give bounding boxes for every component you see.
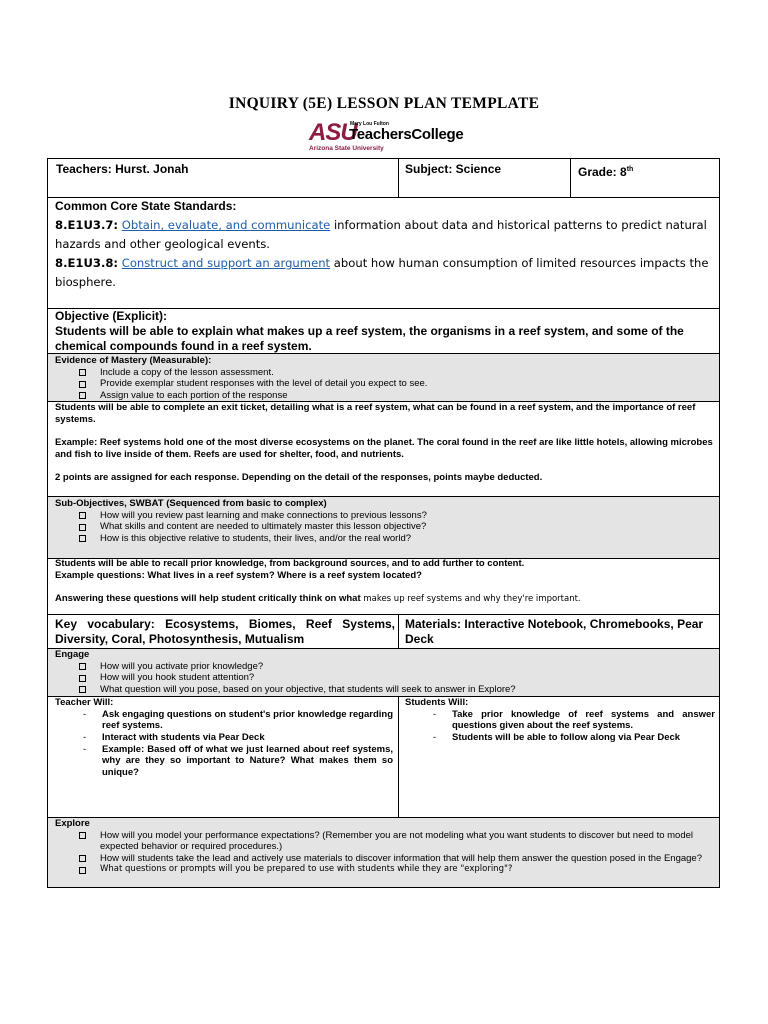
subobjective-prompt-item: How will you review past learning and make connections to previous lessons?	[55, 510, 719, 522]
standard-2-code: 8.E1U3.8:	[55, 256, 119, 270]
objective-text: Students will be able to explain what makes up a reef system, the organisms in a reef system, and some of the chemical compounds found in a reef system.	[55, 324, 684, 353]
subobjectives-paragraph-3	[55, 593, 715, 606]
standard-1-code: 8.E1U3.7:	[55, 218, 119, 232]
subobjectives-heading: Sub-Objectives, SWBAT (Sequenced from basic to complex)	[55, 498, 327, 509]
materials-cell: Materials: Interactive Notebook, Chromebooks, Pear Deck	[405, 617, 704, 646]
teacher-will-item: - Interact with students via Pear Deck	[55, 732, 393, 744]
subobjectives-answer	[55, 558, 715, 606]
teachers-cell: Teachers: Hurst. Jonah	[56, 162, 189, 176]
subobjective-prompt-item: How is this objective relative to students, their lives, and/or the real world?	[55, 533, 719, 545]
students-will-item: - Students will be able to follow along via Pear Deck	[405, 732, 715, 744]
lesson-plan-table	[47, 158, 720, 888]
evidence-heading: Evidence of Mastery (Measurable):	[55, 355, 212, 366]
document-title: INQUIRY (5E) LESSON PLAN TEMPLATE	[228, 95, 540, 112]
logo-university: Arizona State University	[309, 145, 384, 152]
students-will-heading: Students Will:	[405, 697, 469, 708]
teacher-will-item: - Example: Based off of what we just learned about reef systems, why are they so important to Nature? What makes them so unique?	[55, 744, 393, 779]
explore-prompts	[48, 818, 719, 887]
vocabulary-cell: Key vocabulary: Ecosystems, Biomes, Reef Systems, Diversity, Coral, Photosynthesis, Mutualism	[55, 617, 395, 646]
teacher-will-item: - Ask engaging questions on student's prior knowledge regarding reef systems.	[55, 709, 393, 732]
standard-1-link[interactable]: Obtain, evaluate, and communicate	[121, 218, 331, 232]
students-will-cell	[405, 697, 717, 744]
subobjectives-paragraph-2: Example questions: What lives in a reef system? Where is a reef system located?	[55, 569, 422, 581]
grade-cell	[578, 162, 718, 180]
engage-heading: Engage	[55, 649, 90, 660]
explore-prompt-item: What questions or prompts will you be prepared to use with students while they are "exploring"?	[55, 864, 711, 876]
evidence-prompts	[48, 354, 719, 401]
explore-heading: Explore	[55, 818, 90, 829]
evidence-paragraph-3: 2 points are assigned for each response. Depending on the detail of the responses, points maybe deducted.	[55, 472, 543, 483]
standards-section	[55, 199, 715, 292]
objective-heading: Objective (Explicit):	[55, 309, 168, 323]
asu-teachers-college-logo	[309, 120, 469, 154]
standard-2	[55, 254, 715, 292]
evidence-prompt-item: Provide exemplar student responses with the level of detail you expect to see.	[55, 378, 719, 390]
explore-prompt-item: How will students take the lead and actively use materials to discover information that will help them answer the question posed in the Engage?	[55, 853, 711, 865]
logo-college-name: TeachersCollege	[349, 126, 464, 143]
evidence-paragraph-1: Students will be able to complete an exit ticket, detailing what is a reef system, what can be found in a reef system, and the importance of reef systems.	[55, 402, 696, 425]
subobjectives-p3-rest: makes up reef systems and why they're important.	[360, 594, 581, 604]
engage-prompt-item: How will you activate prior knowledge?	[55, 661, 719, 673]
evidence-paragraph-2: Example: Reef systems hold one of the most diverse ecosystems on the planet. The coral found in the reef are like little hotels, allowing microbes and fish to live inside of them. Reefs are used for shelter, food, and nutrients.	[55, 437, 713, 460]
grade-superscript: th	[626, 166, 634, 173]
teacher-will-heading: Teacher Will:	[55, 697, 114, 708]
evidence-prompt-item: Assign value to each portion of the response	[55, 390, 719, 402]
objective-section	[55, 309, 717, 353]
logo-small-text: Mary Lou Fulton	[350, 121, 389, 127]
students-will-item: - Take prior knowledge of reef systems and answer questions given about the reef systems.	[405, 709, 715, 732]
engage-prompt-item: What question will you pose, based on your objective, that students will seek to answer in Explore?	[55, 684, 719, 696]
standards-heading: Common Core State Standards:	[55, 199, 237, 213]
engage-prompt-item: How will you hook student attention?	[55, 672, 719, 684]
standard-1-text: information about data and historical patterns to predict natural hazards and other geological events.	[55, 218, 707, 251]
evidence-answer	[55, 402, 715, 484]
subject-cell: Subject: Science	[405, 162, 502, 176]
standard-2-link[interactable]: Construct and support an argument	[121, 256, 331, 270]
evidence-prompt-item: Include a copy of the lesson assessment.	[55, 367, 719, 379]
logo-asu-mark: ASU	[309, 119, 357, 146]
subobjectives-p3-bold: Answering these questions will help student critically think on what	[55, 593, 361, 604]
standard-2-text: about how human consumption of limited resources impacts the biosphere.	[55, 256, 709, 289]
explore-prompt-item: How will you model your performance expectations? (Remember you are not modeling what you want students to discover but need to model expected behavior or required procedures.)	[55, 830, 711, 853]
engage-prompts	[48, 649, 719, 696]
teacher-will-cell	[55, 697, 395, 779]
grade-text: Grade: 8	[578, 165, 627, 179]
standard-1	[55, 216, 715, 254]
subobjectives-paragraph-1: Students will be able to recall prior knowledge, from background sources, and to add further to content.	[55, 558, 525, 569]
subobjective-prompt-item: What skills and content are needed to ultimately master this lesson objective?	[55, 521, 719, 533]
subobjective-prompts	[48, 497, 719, 558]
